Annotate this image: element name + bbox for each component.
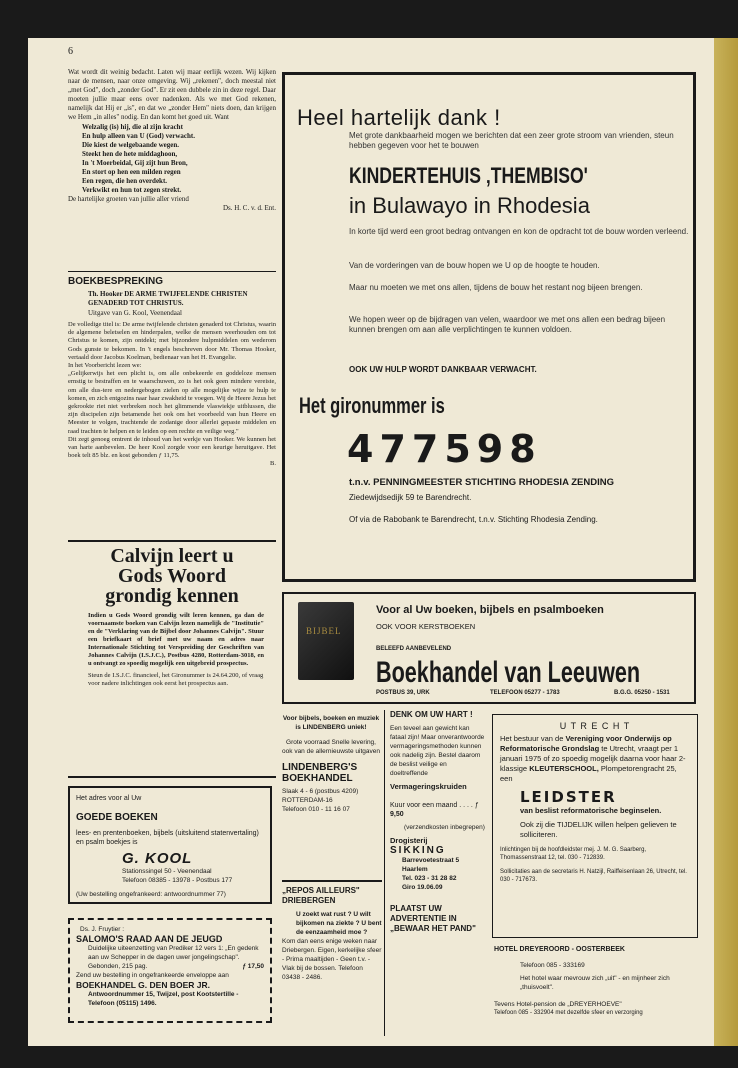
poem-line: Steekt hen de hete middaghoon, (82, 150, 178, 158)
divider (68, 271, 276, 272)
utrecht-text (500, 734, 690, 784)
herbs-bottom: PLAATST UW ADVERTENTIE IN „BEWAAR HET PAND" (390, 904, 476, 933)
bible-book-image (298, 602, 354, 680)
poem (68, 123, 276, 195)
hotel-pension-phone: Telefoon 085 - 332904 met dezelfde sfeer en verzorging (494, 1010, 643, 1016)
utrecht-addr: Plompetorengracht 25, een (500, 764, 677, 783)
thanks-headline: Heel hartelijk dank ! (297, 105, 501, 130)
utrecht-apply: Ook zij die TIJDELIJK willen helpen gelieven te solliciteren. (520, 820, 677, 839)
herbs-addr1: Barrevoetestraat 5 (402, 857, 460, 864)
utrecht-role-desc: van beslist reformatorische beginselen. (520, 806, 662, 815)
thanks-giro-label: Het gironummer is (299, 393, 445, 418)
review-book-title: Th. Hooker DE ARME TWIJFELENDE CHRISTEN GENADERD TOT CHRISTUS. (88, 290, 248, 307)
thanks-kinderhuis-wrap (349, 163, 689, 191)
book-review (68, 276, 276, 468)
salomo-desc: Duidelijke uiteenzetting van Prediker 12 vers 1: „En gedenk aan uw Schepper in de dagen uwer jongelingschap". (88, 945, 259, 961)
newspaper-page (28, 38, 730, 1046)
lindenberg-name: LINDENBERG'S BOEKHANDEL (282, 762, 358, 784)
kool-address: Stationssingel 50 - Veenendaal (122, 868, 212, 875)
herbs-title: DENK OM UW HART ! (390, 710, 473, 719)
hotel-pension: Tevens Hotel-pension de „DREYERHOEVE" (494, 1001, 622, 1008)
herbs-body: Een teveel aan gewicht kan fataal zijn! Maar onverantwoorde vermageringsmethoden kunnen ook nadelig zijn. Bestel daarom de beslist veilige en doeltreffende (390, 725, 485, 777)
hotel-desc: Het hotel waar mevrouw zich „uit" - en mijnheer zich „thuisvoelt". (520, 975, 670, 991)
repos-body: Kom dan eens enige weken naar Driebergen. Eigen, kerkelijke sfeer - Prima maaltijden - Geen t.v. - Vlak bij de bossen. Telefoon 03438 - 2486. (282, 938, 382, 981)
herbs-addr2: Haarlem (402, 866, 428, 873)
leeuwen-postbus: POSTBUS 39, URK (376, 690, 430, 696)
leeuwen-name: Boekhandel van Leeuwen (376, 656, 641, 686)
thanks-giro-label-wrap (299, 393, 493, 421)
utrecht-role: LEIDSTER (520, 788, 617, 806)
calvijn-body: Indien u Gods Woord grondig wilt leren kennen, ga dan de voornaamste boeken van Calvijn lezen namelijk de "Institutie" en de "Verklaring van de Bijbel door Johannes Calvijn". Stuur een briefkaart of brief met uw naam en adres naar Internationale Stichting tot Verspreiding der Geschriften van Johannes Calvijn (I.S.J.C.), Postbus 4280, Rotterdam-3018, en u ontvangt zo spoedig mogelijk een uitgebreid prospectus. (88, 612, 264, 667)
salomo-price: ƒ 17,50 (242, 963, 264, 970)
thanks-appeal: OOK UW HULP WORDT DANKBAAR VERWACHT. (349, 365, 537, 374)
poem-line: Een regen, die hen overdekt. (82, 177, 168, 185)
leeuwen-name-wrap (376, 656, 738, 686)
meditation (68, 68, 276, 213)
salomo-price-row (76, 962, 264, 971)
salomo-shop: BOEKHANDEL G. DEN BOER JR. (76, 980, 210, 990)
kool-heading: GOEDE BOEKEN (76, 812, 158, 823)
thanks-p1: In korte tijd werd een groot bedrag ontvangen en kon de opdracht tot de bouw worden verleend. (349, 227, 689, 236)
salomo-price-label: Gebonden, 215 pag. (88, 963, 148, 970)
herbs-shop: SIKKING (390, 845, 446, 856)
herbs-product: Vermageringskruiden (390, 782, 467, 791)
kool-name: G. KOOL (122, 850, 193, 867)
thanks-alt: Of via de Rabobank te Barendrecht, t.n.v. Stichting Rhodesia Zending. (349, 515, 598, 524)
thanks-tnv: t.n.v. PENNINGMEESTER STICHTING RHODESIA ZENDING (349, 477, 614, 488)
leeuwen-headline: Voor al Uw boeken, bijbels en psalmboeken (376, 604, 604, 616)
leeuwen-ad (282, 592, 696, 704)
lindenberg-top: Voor bijbels, boeken en muziek is LINDENBERG uniek! (282, 715, 380, 731)
salomo-shop-addr: Antwoordnummer 15, Twijzel, post Kootstertille - Telefoon (05115) 1496. (88, 991, 239, 1007)
kool-line1: Het adres voor al Uw (76, 795, 142, 802)
salomo-title: SALOMO'S RAAD AAN DE JEUGD (76, 934, 223, 944)
thanks-place: in Bulawayo in Rhodesia (349, 193, 590, 218)
poem-line: En hulp alleen van U (God) verwacht. (82, 132, 195, 140)
poem-line: Welzalig (is) hij, die al zijn kracht (82, 123, 183, 131)
bible-book-label: BIJBEL (306, 626, 342, 636)
thanks-ad (282, 72, 696, 582)
meditation-greeting: De hartelijke groeten van jullie aller vriend (68, 195, 189, 203)
lindenberg-ad (282, 714, 380, 814)
calvijn-headline-line: Gods Woord (118, 565, 226, 587)
utrecht-body2: te Utrecht, vraagt per 1 januari 1975 of zo spoedig mogelijk daarna voor haar 2-klassige (500, 744, 686, 773)
calvijn-headline-line: grondig kennen (105, 585, 239, 607)
thanks-kinderhuis: KINDERTEHUIS ‚THEMBISO' (349, 163, 588, 188)
salomo-order: Zend uw bestelling in ongefrankeerde enveloppe aan (76, 972, 229, 979)
page-number: 6 (68, 46, 73, 57)
kool-line2: lees- en prentenboeken, bijbels (uitsluitend statenvertaling) en psalm boekjes is (76, 830, 259, 846)
utrecht-info: Inlichtingen bij de hoofdleidster mej. J. M. G. Saarberg, Thomassenstraat 12, tel. 030 - 712839. (500, 847, 647, 861)
leeuwen-bgg: B.G.G. 05250 - 1531 (614, 690, 670, 696)
review-para: De volledige titel is: De arme twijfelende christen genaderd tot Christus, waarin de algemene beletselen en hinderpalen, welke de mensen weerhouden om tot Christus te komen, zijn ontdekt; met bijzondere hulpmiddelen om wederom Gods gunste te bekomen. In 't engels beschreven door Mr. Thomas Hooker, vertaald door Jacobus Koelman, bedienaar van het H. Evangelie. (68, 321, 276, 361)
review-para: In het Voorbericht lezen we: (68, 362, 142, 370)
thanks-addr: Ziedewijdsedijk 59 te Barendrecht. (349, 493, 472, 502)
thanks-p4: We hopen weer op de bijdragen van velen, waardoor we met ons allen een bedrag bijeen kunnen brengen om aan alle verplichtingen te kunnen voldoen. (349, 315, 666, 334)
review-signature: B. (270, 460, 276, 468)
repos-title: „REPOS AILLEURS" DRIEBERGEN (282, 886, 360, 905)
utrecht-body1: Het bestuur van de (500, 734, 564, 743)
utrecht-ad (492, 714, 698, 938)
hotel-ad (494, 946, 700, 1018)
thanks-p2: Van de vorderingen van de bouw hopen we U op de hoogte te houden. (349, 261, 600, 270)
utrecht-city: U T R E C H T (559, 721, 631, 731)
kool-ad (68, 786, 272, 904)
leeuwen-sub: OOK VOOR KERSTBOEKEN (376, 622, 476, 631)
leeuwen-recommend: BELEEFD AANBEVELEND (376, 646, 452, 652)
lindenberg-mid: Grote voorraad Snelle levering, ook van de allernieuwste uitgaven (282, 739, 380, 755)
herbs-shipping: (verzendkosten inbegrepen) (404, 824, 485, 831)
herbs-shop-label: Drogisterij (390, 836, 428, 845)
divider (68, 776, 276, 778)
hotel-phone: Telefoon 085 - 333169 (520, 962, 585, 969)
herbs-price-row (390, 801, 486, 819)
poem-line: Die kiest de welgebaande wegen. (82, 141, 180, 149)
repos-question: U zoekt wat rust ? U wilt bijkomen na ziekte ? U bent de eenzaamheid moe ? (296, 911, 382, 936)
salomo-author: Ds. J. Fruytier : (80, 926, 125, 933)
utrecht-school: KLEUTERSCHOOL, (529, 764, 599, 773)
review-publisher: Uitgave van G. Kool, Veenendaal (88, 309, 182, 317)
herbs-ad (390, 710, 486, 934)
thanks-intro: Met grote dankbaarheid mogen we berichten dat een zeer grote stroom van vrienden, steun hebben gegeven voor het te bouwen (349, 131, 674, 150)
meditation-signature: Ds. H. C. v. d. Ent. (222, 204, 276, 212)
calvijn-headline-line: Calvijn leert u (110, 545, 234, 567)
salomo-ad (68, 918, 272, 1023)
poem-line: In 't Moerbeidal, Gij zijt hun Bron, (82, 159, 188, 167)
divider (68, 540, 276, 542)
herbs-price: 9,50 (390, 811, 404, 818)
thanks-giro-number: 477598 (347, 427, 542, 471)
thanks-p3: Maar nu moeten we met ons allen, tijdens de bouw het restant nog bijeen brengen. (349, 283, 643, 292)
herbs-price-label: Kuur voor een maand . . . . ƒ (390, 802, 479, 809)
leeuwen-phone: TELEFOON 05277 - 1783 (490, 690, 560, 696)
hotel-name: HOTEL DREYEROORD - OOSTERBEEK (494, 946, 625, 953)
calvijn-footer: Steun de I.S.J.C. financieel, het Gironummer is 24.64.200, of vraag voor nadere inlichtingen ook eerst het prospectus aan. (88, 672, 264, 687)
review-para: Dit zegt genoeg omtrent de inhoud van het werkje van Hooker. We kunnen het van harte aanbevelen. De heer Kool zorgde voor een keurige heruitgave. Het boek telt 85 blz. en kost gebonden ƒ 11,75. (68, 435, 276, 460)
herbs-giro: Giro 19.06.09 (402, 884, 443, 891)
kool-phone: Telefoon 08385 - 13978 - Postbus 177 (122, 877, 233, 884)
calvijn-ad (68, 546, 276, 688)
calvijn-headline (68, 546, 276, 606)
poem-line: En stort op hen een milden regen (82, 168, 181, 176)
meditation-intro: Wat wordt dit weinig bedacht. Laten wij maar eerlijk wezen. Wij kijken naar de mensen, naar onze omgeving. Wij „rekenen", doch meestal niet „met God", doch „zonder God". Er zit een dubbele zin in deze regel. Daar moeten jullie maar eens over nadenken. Als we met God rekenen, namelijk dat Hij er „is", en dat we „zonder Hem" niets doen, dan krijgen we Hem „in alles" nodig. En dan komt het goed uit. Want (68, 68, 276, 121)
repos-ad (282, 886, 382, 982)
review-para: „Gelijkerwijs het een plicht is, om alle onbekeerde en goddeloze mensen ernstig te bestraffen en te waarschuwen, zo is het ook geen mindere vereiste, om alle dus-tere en nedergebogen zielen op alle mogelijke wijze te hulp te komen, en zich entgozins naar haar zwakheid te voegen. Wij de Heere Jezus het gekrookte riet niet verbreken noch het glimmende vlaswiekje uitblussen, die zijn discipelen zijn betamende het ook om het voorbeeld van hun Heere en Meester te volgen, trachtende de zodanige door allerlei gepaste middelen en raad trachten te helpen en te leiden op een rechte en veilige weg." (68, 370, 276, 435)
utrecht-send: Sollicitaties aan de secretaris H. Natzijl, Raiffeisenlaan 26, Utrecht, tel. 030 - 717673. (500, 869, 687, 883)
lindenberg-addr2: ROTTERDAM-16 (282, 797, 333, 804)
lindenberg-addr1: Slaak 4 - 6 (postbus 4209) (282, 788, 359, 795)
kool-footer: (Uw bestelling ongefrankeerd: antwoordnummer 77) (76, 891, 226, 898)
herbs-tel: Tel. 023 - 31 28 82 (402, 875, 457, 882)
page-spine (714, 38, 738, 1046)
review-heading: BOEKBESPREKING (68, 276, 164, 287)
divider (282, 880, 382, 882)
poem-line: Verkwikt en hun tot zegen strekt. (82, 186, 182, 194)
utrecht-org: Vereniging voor Onderwijs op Reformatorische Grondslag (500, 734, 672, 753)
lindenberg-phone: Telefoon 010 - 11 16 07 (282, 806, 350, 813)
column-rule (384, 710, 385, 1036)
